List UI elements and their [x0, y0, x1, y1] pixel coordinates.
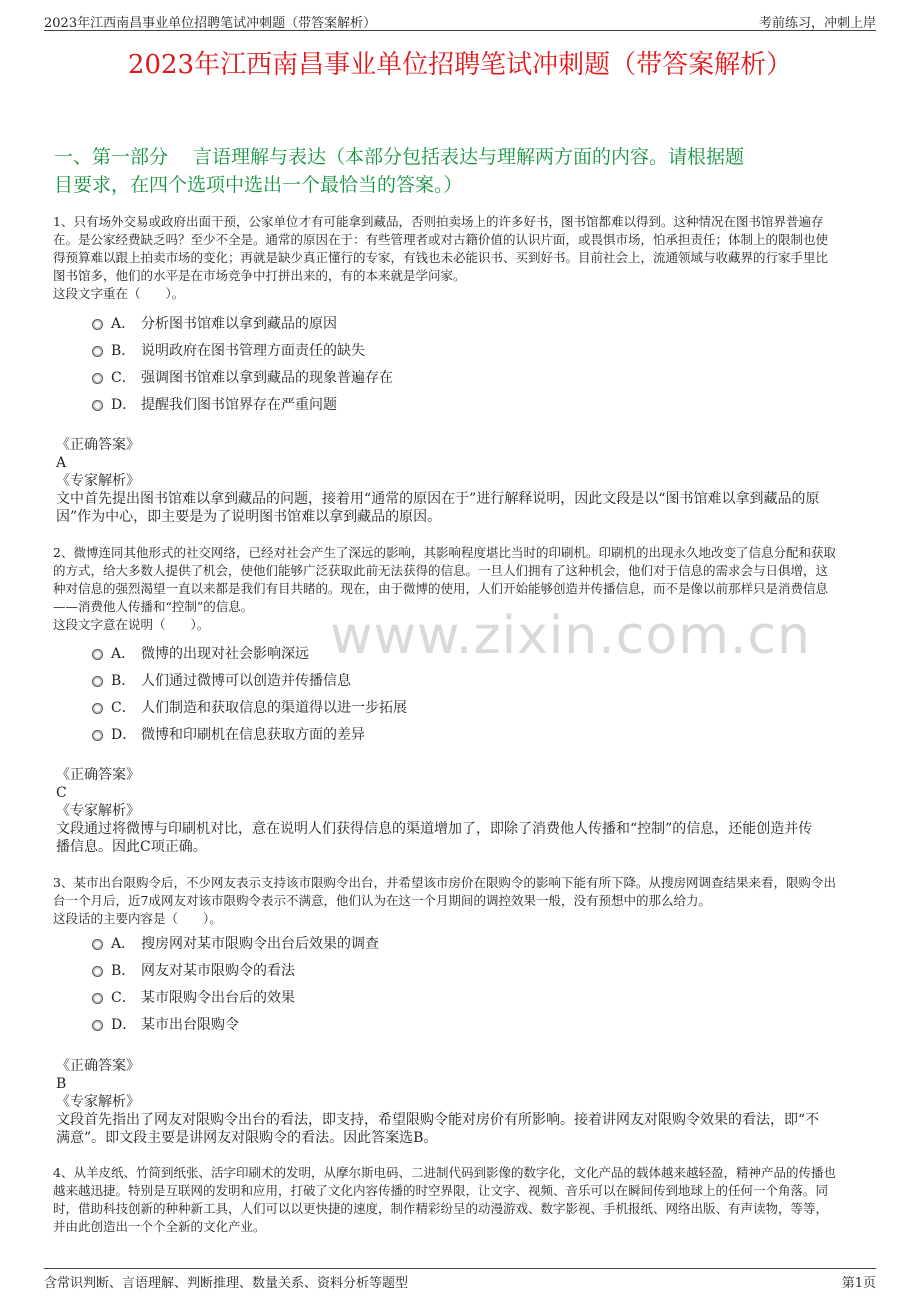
- question-3-options: [92, 929, 792, 1037]
- question-3-stem: [53, 874, 871, 928]
- section-heading-line-2: 目要求，在四个选项中选出一个最恰当的答案。）: [54, 174, 463, 196]
- answer-value: B: [56, 1076, 67, 1092]
- question-prompt: 这段话的主要内容是（ ）。: [53, 911, 222, 926]
- analysis-line: 满意”。即文段主要是讲网友对限购令的看法。因此答案选B。: [56, 1130, 438, 1146]
- question-line: 4、从羊皮纸、竹简到纸张、活字印刷术的发明，从摩尔斯电码、二进制代码到影像的数字化，文化产品的载体越来越轻盈，精神产品的传播也: [53, 1165, 836, 1180]
- answer-value: A: [56, 455, 67, 471]
- option-a[interactable]: [92, 929, 792, 956]
- analysis-label: 《专家解析》: [56, 1094, 140, 1110]
- option-text: 人们通过微博可以创造并传播信息: [141, 672, 351, 689]
- question-2-answer: [56, 766, 866, 856]
- radio-icon[interactable]: [92, 346, 103, 357]
- radio-icon[interactable]: [92, 400, 103, 411]
- option-letter: B．: [111, 672, 136, 689]
- option-text: 某市限购令出台后的效果: [141, 989, 295, 1006]
- option-letter: B．: [111, 962, 136, 979]
- question-line: 台一个月后，近7成网友对该市限购令表示不满意，他们认为在这一个月期间的调控效果一般，没有预想中的那么给力。: [53, 893, 711, 908]
- option-letter: C．: [111, 699, 136, 716]
- analysis-line: 文段通过将微博与印刷机对比，意在说明人们获得信息的渠道增加了，即除了消费他人传播和“控制”的信息，还能创造并传: [56, 821, 813, 837]
- option-letter: A．: [111, 315, 136, 332]
- page-header: [44, 10, 876, 31]
- question-line: 图书馆多，他们的水平是在市场竞争中打拼出来的，有的本来就是学问家。: [53, 268, 466, 283]
- option-letter: D．: [111, 396, 137, 413]
- question-prompt: 这段文字重在（ ）。: [53, 286, 185, 301]
- option-d[interactable]: [92, 1010, 792, 1037]
- question-1-answer: [56, 436, 866, 526]
- answer-label: 《正确答案》: [56, 437, 140, 453]
- question-line: 在。是公家经费缺乏吗？至少不全是。通常的原因在于：有些管理者或对古籍价值的认识片面，或畏惧市场，怕承担责任；体制上的限制也使: [53, 232, 829, 247]
- analysis-label: 《专家解析》: [56, 473, 140, 489]
- analysis-line: 播信息。因此C项正确。: [56, 839, 207, 855]
- footer-topics: 含常识判断、言语理解、判断推理、数量关系、资料分析等题型: [44, 1276, 409, 1291]
- section-heading: [54, 143, 874, 199]
- option-b[interactable]: [92, 666, 792, 693]
- option-text: 搜房网对某市限购令出台后效果的调查: [141, 935, 379, 952]
- option-c[interactable]: [92, 363, 792, 390]
- radio-icon[interactable]: [92, 730, 103, 741]
- answer-label: 《正确答案》: [56, 767, 140, 783]
- option-text: 强调图书馆难以拿到藏品的现象普遍存在: [141, 369, 393, 386]
- question-line: 1、只有场外交易或政府出面干预，公家单位才有可能拿到藏品，否则拍卖场上的许多好书，图书馆都难以得到。这种情况在图书馆界普遍存: [53, 214, 824, 229]
- page-number: 第1页: [841, 1276, 876, 1291]
- option-c[interactable]: [92, 693, 792, 720]
- header-doc-title: 2023年江西南昌事业单位招聘笔试冲刺题（带答案解析）: [44, 16, 377, 31]
- option-c[interactable]: [92, 983, 792, 1010]
- header-slogan: 考前练习，冲刺上岸: [758, 16, 876, 31]
- watermark: www.zixin.com.cn: [330, 606, 811, 666]
- option-letter: C．: [111, 369, 136, 386]
- analysis-label: 《专家解析》: [56, 803, 140, 819]
- radio-icon[interactable]: [92, 1020, 103, 1031]
- section-heading-line-1: 一、第一部分 言语理解与表达（本部分包括表达与理解两方面的内容。请根据题: [54, 146, 745, 168]
- option-b[interactable]: [92, 336, 792, 363]
- option-letter: D．: [111, 1016, 137, 1033]
- option-a[interactable]: [92, 309, 792, 336]
- question-1-options: [92, 309, 792, 417]
- question-3-answer: [56, 1057, 866, 1147]
- question-line: 越来越迅捷。特别是互联网的发明和应用，打破了文化内容传播的时空界限，让文字、视频、音乐可以在瞬间传到地球上的任何一个角落。同: [53, 1183, 829, 1198]
- question-2-options: [92, 639, 792, 747]
- question-line: 种对信息的强烈渴望一直以来都是我们有目共睹的。现在，由于微博的使用，人们开始能够创造并传播信息，而不是像以前那样只是消费信息: [53, 581, 829, 596]
- question-line: 2、微博连同其他形式的社交网络，已经对社会产生了深远的影响，其影响程度堪比当时的印刷机。印刷机的出现永久地改变了信息分配和获取: [53, 545, 836, 560]
- option-text: 网友对某市限购令的看法: [141, 962, 295, 979]
- option-d[interactable]: [92, 720, 792, 747]
- answer-value: C: [56, 785, 67, 801]
- option-text: 人们制造和获取信息的渠道得以进一步拓展: [141, 699, 407, 716]
- option-letter: D．: [111, 726, 137, 743]
- page-footer: [44, 1268, 876, 1289]
- question-line: 得预算难以跟上拍卖市场的变化；再就是缺少真正懂行的专家，有钱也未必能识书、买到好书。目前社会上，流通领域与收藏界的行家手里比: [53, 250, 829, 265]
- question-line: 3、某市出台限购令后，不少网友表示支持该市限购令出台，并希望该市房价在限购令的影响下能有所下降。从搜房网调查结果来看，限购令出: [53, 875, 836, 890]
- option-a[interactable]: [92, 639, 792, 666]
- radio-icon[interactable]: [92, 649, 103, 660]
- answer-label: 《正确答案》: [56, 1058, 140, 1074]
- question-1-stem: [53, 213, 871, 303]
- radio-icon[interactable]: [92, 939, 103, 950]
- option-letter: A．: [111, 645, 136, 662]
- question-line: 并由此创造出一个个全新的文化产业。: [53, 1219, 266, 1234]
- question-line: ——消费他人传播和“控制”的信息。: [53, 599, 254, 614]
- analysis-line: 因”作为中心，即主要是为了说明图书馆难以拿到藏品的原因。: [56, 509, 442, 525]
- analysis-line: 文段首先指出了网友对限购令出台的看法，即支持，希望限购令能对房价有所影响。接着讲网友对限购令效果的看法，即“不: [56, 1112, 820, 1128]
- option-letter: B．: [111, 342, 136, 359]
- option-text: 某市出台限购令: [141, 1016, 239, 1033]
- option-letter: A．: [111, 935, 136, 952]
- question-4-stem: [53, 1164, 871, 1236]
- question-2-stem: [53, 544, 871, 634]
- option-text: 微博和印刷机在信息获取方面的差异: [141, 726, 365, 743]
- option-letter: C．: [111, 989, 136, 1006]
- question-line: 时，借助科技创新的种种新工具，人们可以以更快捷的速度，制作精彩纷呈的动漫游戏、数字影视、手机报纸、网络出版、有声读物，等等，: [53, 1201, 829, 1216]
- radio-icon[interactable]: [92, 703, 103, 714]
- radio-icon[interactable]: [92, 373, 103, 384]
- analysis-line: 文中首先提出图书馆难以拿到藏品的问题，接着用“通常的原因在于”进行解释说明，因此文段是以“图书馆难以拿到藏品的原: [56, 491, 820, 507]
- question-line: 的方式，给大多数人提供了机会，使他们能够广泛获取此前无法获得的信息。一旦人们拥有了这种机会，他们对于信息的需求会与日俱增，这: [53, 563, 829, 578]
- radio-icon[interactable]: [92, 676, 103, 687]
- question-prompt: 这段文字意在说明（ ）。: [53, 617, 210, 632]
- radio-icon[interactable]: [92, 993, 103, 1004]
- option-text: 说明政府在图书管理方面责任的缺失: [141, 342, 365, 359]
- radio-icon[interactable]: [92, 319, 103, 330]
- option-d[interactable]: [92, 390, 792, 417]
- option-text: 微博的出现对社会影响深远: [141, 645, 309, 662]
- option-text: 提醒我们图书馆界存在严重问题: [141, 396, 337, 413]
- radio-icon[interactable]: [92, 966, 103, 977]
- option-text: 分析图书馆难以拿到藏品的原因: [141, 315, 337, 332]
- option-b[interactable]: [92, 956, 792, 983]
- document-title: 2023年江西南昌事业单位招聘笔试冲刺题（带答案解析）: [127, 50, 793, 80]
